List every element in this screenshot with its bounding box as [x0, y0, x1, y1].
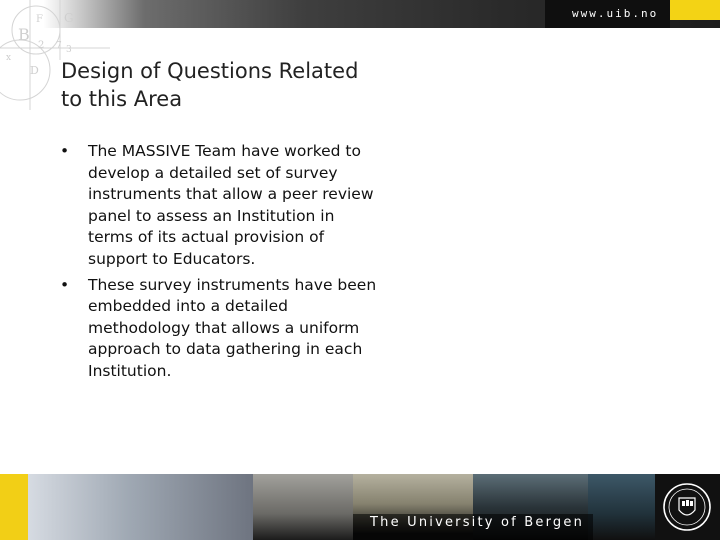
slide-title-line: to this Area [61, 87, 183, 111]
university-seal-icon [662, 478, 712, 536]
bullet-item [60, 275, 440, 383]
bullet-line: methodology that allows a uniform [88, 318, 360, 337]
bullet-line: instruments that allow a peer review [88, 185, 374, 204]
bullet-item [60, 141, 440, 271]
bullet-list [60, 141, 440, 387]
banner-photo-building [253, 474, 353, 540]
bullet-icon: • [60, 275, 70, 294]
bullet-line: Institution. [88, 361, 172, 380]
svg-text:G: G [64, 11, 74, 25]
accent-tab [670, 0, 720, 20]
svg-text:x: x [6, 53, 12, 63]
svg-text:7: 7 [56, 41, 62, 51]
svg-text:3: 3 [66, 45, 72, 55]
bullet-line: support to Educators. [88, 249, 256, 268]
bullet-line: panel to assess an Institution in [88, 206, 335, 225]
accent-strip [0, 474, 28, 540]
bullet-line: terms of its actual provision of [88, 228, 325, 247]
svg-text:B: B [18, 25, 30, 44]
bullet-line: These survey instruments have been [88, 275, 377, 294]
svg-text:D: D [30, 64, 39, 77]
website-url[interactable]: www.uib.no [572, 7, 659, 20]
slide-title-line: Design of Questions Related [61, 59, 359, 83]
bullet-icon: • [60, 142, 70, 160]
svg-text:F: F [36, 14, 43, 25]
banner-photo-face [28, 474, 253, 540]
bullet-line: embedded into a detailed [88, 297, 288, 316]
university-name: The University of Bergen [370, 515, 585, 530]
bottom-banner [0, 474, 720, 540]
svg-text:2: 2 [38, 40, 45, 51]
bullet-line: The MASSIVE Team have worked to [88, 142, 361, 160]
banner-photo-arches [588, 474, 655, 540]
bullet-line: approach to data gathering in each [88, 340, 363, 359]
slide-title [61, 57, 461, 113]
bullet-line: develop a detailed set of survey [88, 163, 338, 182]
